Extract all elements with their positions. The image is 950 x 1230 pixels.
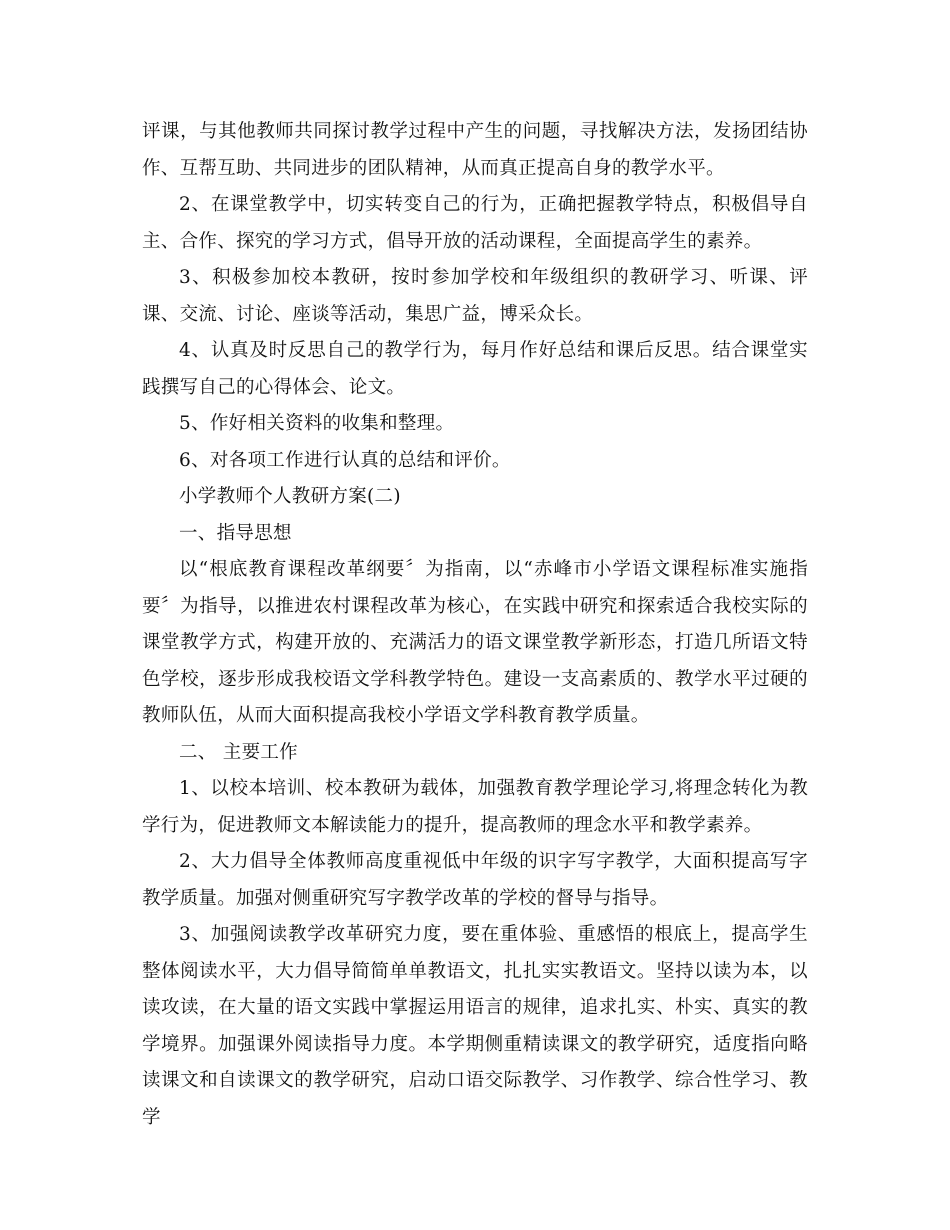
paragraph-work-1: 1、以校本培训、校本教研为载体，加强教育教学理论学习,将理念转化为教学行为，促进教师文本解读能力的提升，提高教师的理念水平和教学素养。 (142, 778, 808, 836)
paragraph-6: 6、对各项工作进行认真的总结和评价。 (179, 449, 511, 471)
paragraph-5: 5、作好相关资料的收集和整理。 (179, 413, 455, 434)
paragraph-1: 评课，与其他教师共同探讨教学过程中产生的问题，寻找解决方法，发扬团结协作、互帮互助、共同进步的团队精神，从而真正提高自身的教学水平。 (142, 121, 808, 179)
document-body (142, 114, 808, 1136)
paragraph-3: 3、积极参加校本教研，按时参加学校和年级组织的教研学习、听课、评课、交流、讨论、座谈等活动，集思广益，博采众长。 (142, 267, 808, 325)
heading-main-work: 二、 主要工作 (179, 741, 298, 763)
paragraph-guiding-thought: 以“根底教育课程改革纲要〞为指南，以“赤峰市小学语文课程标准实施指要〞为指导，以推进农村课程改革为核心，在实践中研究和探索适合我校实际的课堂教学方式，构建开放的、充满活力的语文课堂教学新形态，打造几所语文特色学校，逐步形成我校语文学科教学特色。建设一支高素质的、教学水平过硬的教师队伍，从而大面积提高我校小学语文学科教育教学质量。 (142, 559, 808, 726)
paragraph-work-3: 3、加强阅读教学改革研究力度，要在重体验、重感悟的根底上，提高学生整体阅读水平，大力倡导简简单单教语文，扎扎实实教语文。坚持以读为本，以读攻读，在大量的语文实践中掌握运用语言的规律，追求扎实、朴实、真实的教学境界。加强课外阅读指导力度。本学期侧重精读课文的教学研究，适度指向略读课文和自读课文的教学研究，启动口语交际教学、习作教学、综合性学习、教学 (142, 924, 808, 1128)
paragraph-4: 4、认真及时反思自己的教学行为，每月作好总结和课后反思。结合课堂实践撰写自己的心得体会、论文。 (142, 340, 808, 398)
heading-guiding-thought: 一、指导思想 (179, 522, 292, 544)
paragraph-2: 2、在课堂教学中，切实转变自己的行为，正确把握教学特点，积极倡导自主、合作、探究的学习方式，倡导开放的活动课程，全面提高学生的素养。 (142, 194, 808, 252)
paragraph-work-2: 2、大力倡导全体教师高度重视低中年级的识字写字教学，大面积提高写字教学质量。加强对侧重研究写字教学改革的学校的督导与指导。 (142, 851, 808, 909)
section-title: 小学教师个人教研方案(二) (179, 486, 401, 507)
